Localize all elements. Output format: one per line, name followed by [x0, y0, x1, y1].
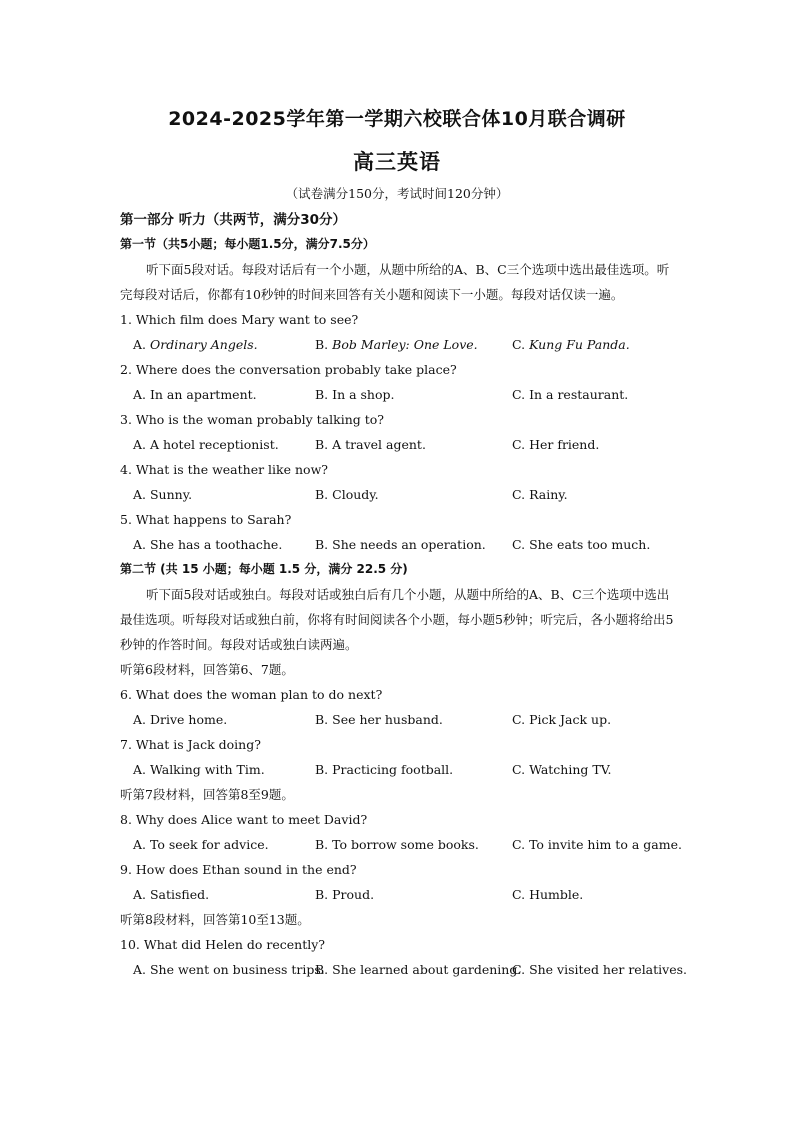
option-c: C. Her friend.	[512, 437, 600, 452]
option-a: A. She has a toothache.	[133, 537, 283, 552]
question-1: 1. Which film does Mary want to see?	[120, 312, 359, 327]
option-b: B. A travel agent.	[315, 437, 426, 452]
option-c: C. Watching TV.	[512, 762, 612, 777]
question-8: 8. Why does Alice want to meet David?	[120, 812, 368, 827]
option-a: A. To seek for advice.	[133, 837, 269, 852]
option-a: A. Walking with Tim.	[133, 762, 265, 777]
option-b-title: Bob Marley: One Love.	[332, 337, 478, 352]
question-7-options	[120, 757, 680, 782]
option-a: A. Sunny.	[133, 487, 193, 502]
option-c-title: Kung Fu Panda.	[529, 337, 630, 352]
option-c: C. Pick Jack up.	[512, 712, 612, 727]
option-a-letter: A.	[133, 337, 147, 352]
question-5-options	[120, 532, 680, 557]
option-c: C. Rainy.	[512, 487, 568, 502]
option-a	[133, 332, 258, 357]
exam-title: 2024-2025学年第一学期六校联合体10月联合调研	[168, 108, 626, 130]
question-4: 4. What is the weather like now?	[120, 462, 328, 477]
question-4-options	[120, 482, 680, 507]
option-a: A. Drive home.	[133, 712, 228, 727]
question-2: 2. Where does the conversation probably take place?	[120, 362, 457, 377]
option-b: B. She needs an operation.	[315, 537, 486, 552]
section1-heading: 第一节（共5小题；每小题1.5分，满分7.5分）	[120, 237, 375, 251]
option-c: C. In a restaurant.	[512, 387, 629, 402]
question-10: 10. What did Helen do recently?	[120, 937, 325, 952]
option-a: A. Satisfied.	[133, 887, 210, 902]
question-9-options	[120, 882, 680, 907]
part1-heading: 第一部分 听力（共两节，满分30分）	[120, 212, 346, 228]
question-10-options	[120, 957, 688, 982]
question-2-options	[120, 382, 680, 407]
question-7: 7. What is Jack doing?	[120, 737, 261, 752]
option-a-title: Ordinary Angels.	[150, 337, 258, 352]
option-c: C. To invite him to a game.	[512, 837, 682, 852]
option-c: C. Humble.	[512, 887, 584, 902]
exam-content	[120, 208, 688, 982]
option-b: B. In a shop.	[315, 387, 395, 402]
question-9: 9. How does Ethan sound in the end?	[120, 862, 357, 877]
option-c	[512, 332, 630, 357]
option-b: B. To borrow some books.	[315, 837, 479, 852]
option-b	[315, 332, 478, 357]
option-b: B. She learned about gardening.	[315, 962, 522, 977]
option-b: B. Practicing football.	[315, 762, 454, 777]
option-b-letter: B.	[315, 337, 329, 352]
exam-subject: 高三英语	[353, 150, 441, 174]
section2-instructions: 听下面5段对话或独白。每段对话或独白后有几个小题，从题中所给的A、B、C三个选项中选出最佳选项。听每段对话或独白前，你将有时间阅读各个小题，每小题5秒钟；听完后，各小题将给出5秒钟的作答时间。每段对话或独白读两遍。	[120, 587, 674, 652]
option-a: A. In an apartment.	[133, 387, 257, 402]
option-a: A. She went on business trips.	[133, 962, 325, 977]
section2-heading: 第二节 (共 15 小题；每小题 1.5 分，满分 22.5 分)	[120, 562, 408, 576]
question-3-options	[120, 432, 680, 457]
question-8-options	[120, 832, 680, 857]
question-6: 6. What does the woman plan to do next?	[120, 687, 383, 702]
material-7-note: 听第7段材料，回答第8至9题。	[120, 787, 294, 802]
question-3: 3. Who is the woman probably talking to?	[120, 412, 384, 427]
section1-instructions: 听下面5段对话。每段对话后有一个小题，从题中所给的A、B、C三个选项中选出最佳选项。听完每段对话后，你都有10秒钟的时间来回答有关小题和阅读下一小题。每段对话仅读一遍。	[120, 262, 670, 302]
option-b: B. Proud.	[315, 887, 375, 902]
option-c-letter: C.	[512, 337, 526, 352]
exam-note: （试卷满分150分，考试时间120分钟）	[285, 186, 509, 201]
option-c: C. She visited her relatives.	[512, 962, 688, 977]
material-6-note: 听第6段材料，回答第6、7题。	[120, 662, 294, 677]
question-5: 5. What happens to Sarah?	[120, 512, 292, 527]
option-c: C. She eats too much.	[512, 537, 651, 552]
option-b: B. Cloudy.	[315, 487, 379, 502]
option-b: B. See her husband.	[315, 712, 443, 727]
question-6-options	[120, 707, 680, 732]
question-1-options	[120, 332, 680, 357]
option-a: A. A hotel receptionist.	[133, 437, 279, 452]
material-8-note: 听第8段材料，回答第10至13题。	[120, 912, 310, 927]
